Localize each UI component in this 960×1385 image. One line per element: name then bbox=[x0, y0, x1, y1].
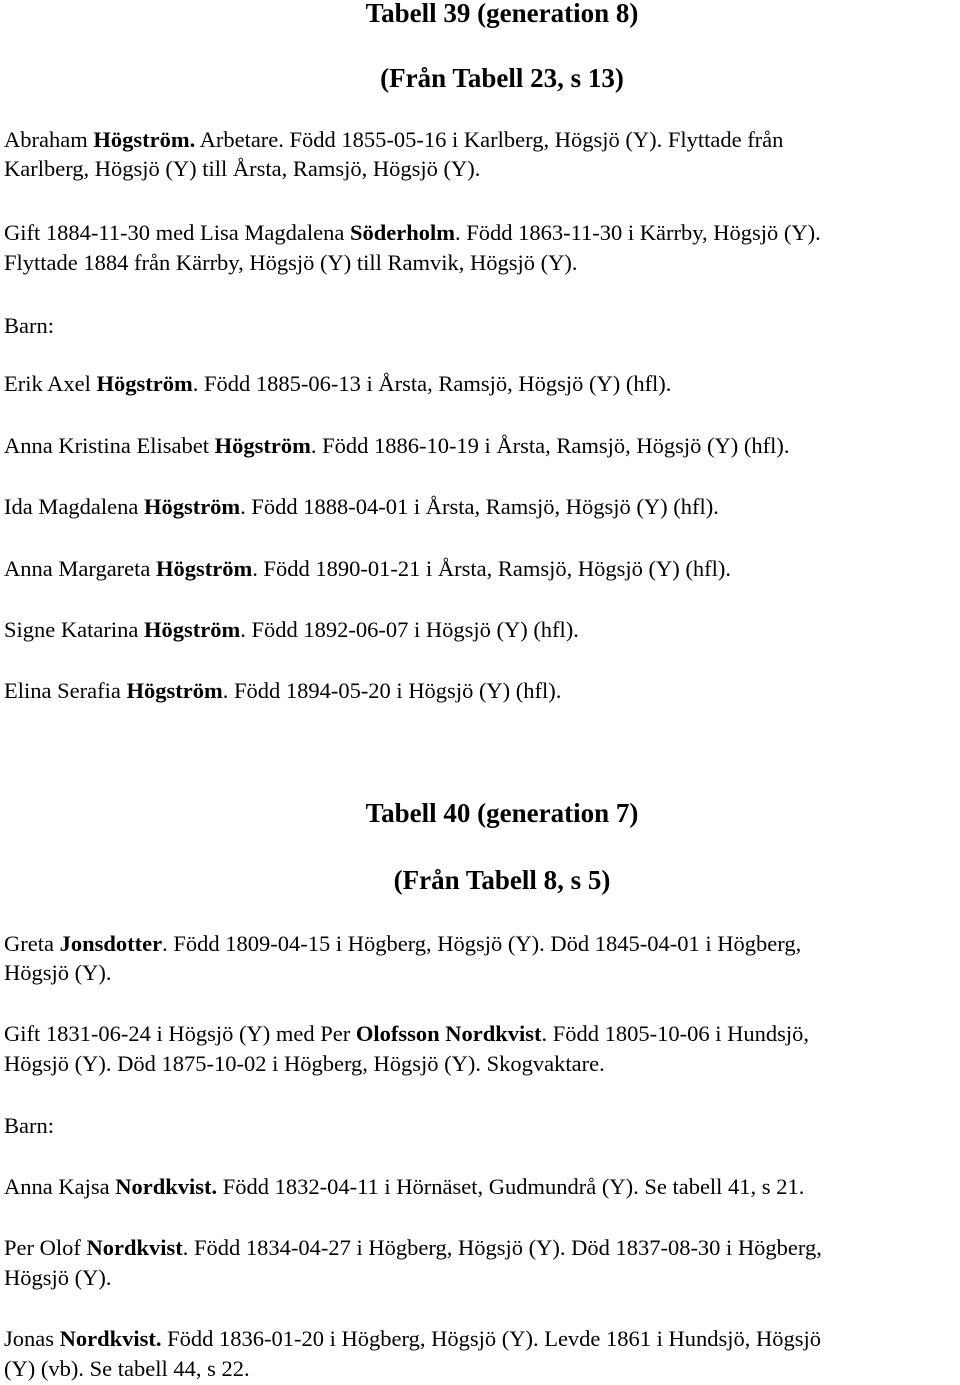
child-first-name: Anna Margareta bbox=[4, 556, 157, 581]
section-39-barn-label: Barn: bbox=[4, 313, 54, 338]
child-details: . Född 1892-06-07 i Högsjö (Y) (hfl). bbox=[240, 617, 579, 642]
child-first-name: Anna Kristina Elisabet bbox=[4, 433, 215, 458]
section-40-child-3-line-2: (Y) (vb). Se tabell 44, s 22. bbox=[4, 1356, 250, 1381]
child-surname: Högström bbox=[96, 371, 193, 396]
section-40-subheading: (Från Tabell 8, s 5) bbox=[393, 865, 611, 895]
child-surname: Nordkvist. bbox=[59, 1326, 162, 1351]
child-first-name: Signe Katarina bbox=[4, 617, 144, 642]
spouse-details: . Född 1863-11-30 i Kärrby, Högsjö (Y). bbox=[454, 220, 821, 245]
child-surname: Högström bbox=[143, 494, 241, 519]
section-40-barn-label: Barn: bbox=[4, 1113, 54, 1138]
section-40-main-line-2: Högsjö (Y). bbox=[4, 960, 112, 985]
child-first-name: Ida Magdalena bbox=[4, 494, 144, 519]
section-39-child-2 bbox=[4, 430, 790, 461]
section-40-child-2-line-2: Högsjö (Y). bbox=[4, 1265, 112, 1290]
child-first-name: Per Olof bbox=[4, 1235, 87, 1260]
section-39-child-6 bbox=[4, 675, 561, 706]
main-surname: Högström. bbox=[93, 127, 196, 152]
section-40-spouse-line-1 bbox=[4, 1018, 809, 1049]
child-first-name: Anna Kajsa bbox=[4, 1174, 116, 1199]
main-details: Arbetare. Född 1855-05-16 i Karlberg, Högsjö (Y). Flyttade från bbox=[195, 127, 784, 152]
section-39-child-5 bbox=[4, 614, 579, 645]
child-details: . Född 1834-04-27 i Högberg, Högsjö (Y). Död 1837-08-30 i Högberg, bbox=[182, 1235, 822, 1260]
child-details: . Född 1888-04-01 i Årsta, Ramsjö, Högsjö (Y) (hfl). bbox=[240, 494, 719, 519]
child-surname: Högström bbox=[143, 617, 241, 642]
section-39-child-1 bbox=[4, 368, 671, 399]
section-40-child-3-line-1 bbox=[4, 1323, 821, 1354]
section-39-subheading: (Från Tabell 23, s 13) bbox=[380, 63, 624, 93]
child-details: Född 1836-01-20 i Högberg, Högsjö (Y). Levde 1861 i Hundsjö, Högsjö bbox=[161, 1326, 822, 1351]
spouse-surname: Söderholm bbox=[349, 220, 455, 245]
section-40-heading: Tabell 40 (generation 7) bbox=[365, 798, 639, 828]
section-39-child-3 bbox=[4, 491, 719, 522]
child-surname: Högström bbox=[126, 678, 223, 703]
spouse-details: . Född 1805-10-06 i Hundsjö, bbox=[541, 1021, 810, 1046]
child-details: Född 1832-04-11 i Hörnäset, Gudmundrå (Y). Se tabell 41, s 21. bbox=[217, 1174, 805, 1199]
child-surname: Nordkvist bbox=[86, 1235, 183, 1260]
child-first-name: Elina Serafia bbox=[4, 678, 127, 703]
section-39-main-line-1 bbox=[4, 124, 783, 155]
child-surname: Högström bbox=[156, 556, 253, 581]
main-details: . Född 1809-04-15 i Högberg, Högsjö (Y). Död 1845-04-01 i Högberg, bbox=[162, 931, 802, 956]
child-details: . Född 1885-06-13 i Årsta, Ramsjö, Högsjö (Y) (hfl). bbox=[192, 371, 672, 396]
child-surname: Högström bbox=[214, 433, 311, 458]
child-first-name: Erik Axel bbox=[4, 371, 97, 396]
section-40-spouse-line-2: Högsjö (Y). Död 1875-10-02 i Högberg, Högsjö (Y). Skogvaktare. bbox=[4, 1051, 605, 1076]
child-first-name: Jonas bbox=[4, 1326, 60, 1351]
section-39-spouse-line-2: Flyttade 1884 från Kärrby, Högsjö (Y) till Ramvik, Högsjö (Y). bbox=[4, 250, 578, 275]
child-details: . Född 1886-10-19 i Årsta, Ramsjö, Högsjö (Y) (hfl). bbox=[310, 433, 790, 458]
section-40-main-line-1 bbox=[4, 928, 801, 959]
spouse-prefix: Gift 1831-06-24 i Högsjö (Y) med Per bbox=[4, 1021, 356, 1046]
section-40-child-2-line-1 bbox=[4, 1232, 822, 1263]
section-39-spouse-line-1 bbox=[4, 217, 821, 248]
child-surname: Nordkvist. bbox=[115, 1174, 218, 1199]
section-40-child-1 bbox=[4, 1171, 804, 1202]
section-39-heading: Tabell 39 (generation 8) bbox=[365, 0, 639, 28]
main-first-name: Greta bbox=[4, 931, 60, 956]
main-surname: Jonsdotter bbox=[59, 931, 163, 956]
child-details: . Född 1890-01-21 i Årsta, Ramsjö, Högsjö (Y) (hfl). bbox=[252, 556, 731, 581]
spouse-surname: Olofsson Nordkvist bbox=[355, 1021, 542, 1046]
child-details: . Född 1894-05-20 i Högsjö (Y) (hfl). bbox=[222, 678, 562, 703]
main-first-name: Abraham bbox=[4, 127, 94, 152]
section-39-child-4 bbox=[4, 553, 731, 584]
spouse-prefix: Gift 1884-11-30 med Lisa Magdalena bbox=[4, 220, 350, 245]
section-39-main-line-2: Karlberg, Högsjö (Y) till Årsta, Ramsjö, Högsjö (Y). bbox=[4, 156, 481, 181]
